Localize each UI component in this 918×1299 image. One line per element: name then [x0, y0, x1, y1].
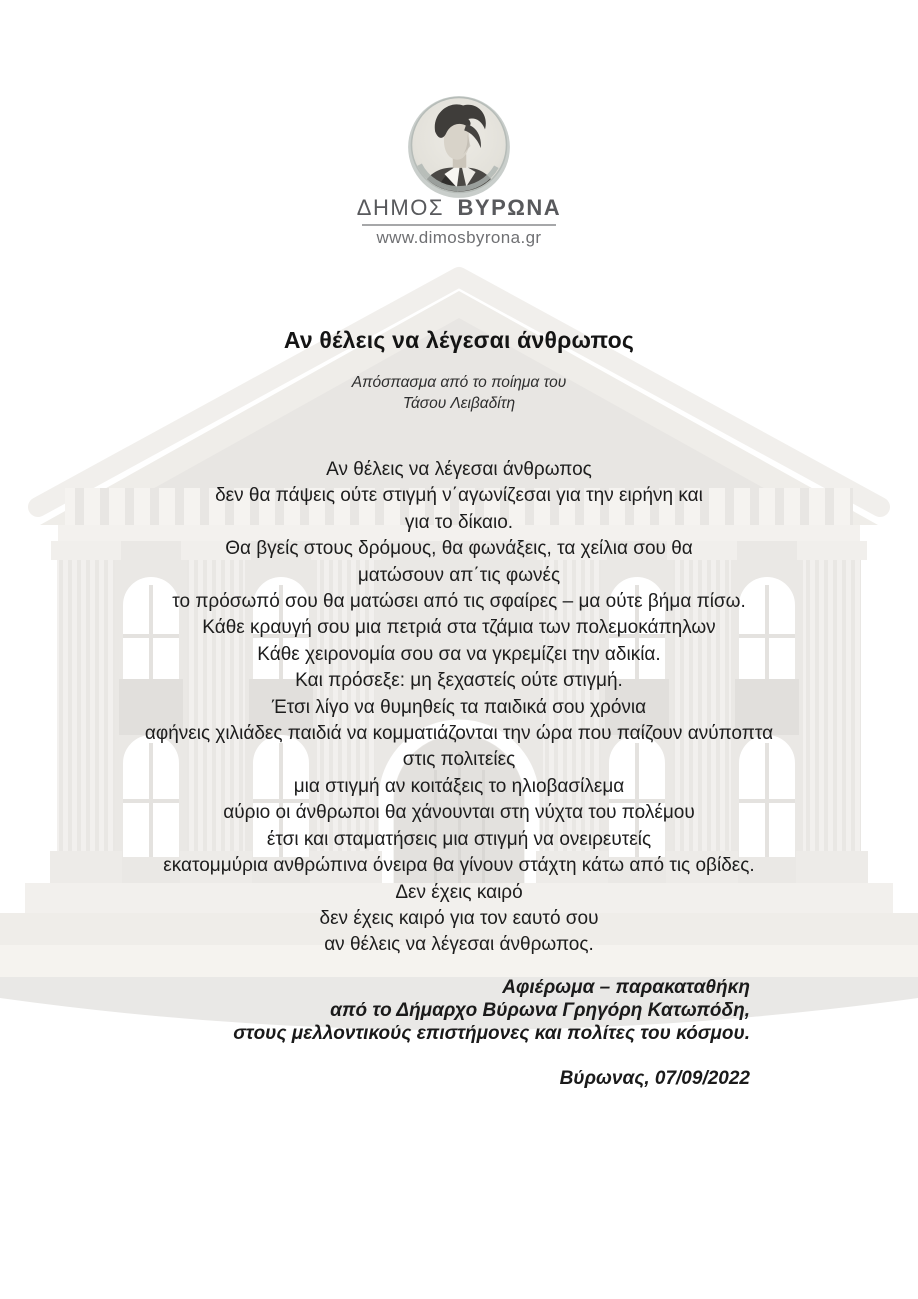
page-title: Αν θέλεις να λέγεσαι άνθρωπος	[283, 327, 635, 353]
attribution-line: Απόσπασμα από το ποίημα του	[351, 374, 567, 391]
poem-line: Θα βγείς στους δρόμους, θα φωνάξεις, τα χείλια σου θα	[225, 538, 693, 560]
poem-line: αφήνεις χιλιάδες παιδιά να κομματιάζονται την ώρα που παίζουν ανύποπτα	[144, 723, 774, 745]
poem-line: στις πολιτείες	[402, 749, 516, 771]
poem-line: Έτσι λίγο να θυμηθείς τα παιδικά σου χρόνια	[271, 696, 647, 718]
dedication-line: στους μελλοντικούς επιστήμονες και πολίτες του κόσμου.	[233, 1023, 750, 1044]
poem-body	[0, 457, 918, 959]
municipality-website: www.dimosbyrona.gr	[376, 228, 542, 247]
poem-line: το πρόσωπό σου θα ματώσει από τις σφαίρες – μα ούτε βήμα πίσω.	[172, 591, 746, 613]
byron-portrait-icon	[405, 92, 513, 200]
poem-line: Και πρόσεξε: μη ξεχαστείς ούτε στιγμή.	[295, 670, 623, 692]
poem-line: Κάθε χειρονομία σου σα να γκρεμίζει την αδικία.	[257, 643, 661, 665]
municipality-logo	[0, 196, 918, 248]
poem-line: αν θέλεις να λέγεσαι άνθρωπος.	[324, 934, 594, 956]
poem-line: Κάθε κραυγή σου μια πετριά στα τζάμια των πολεμοκάπηλων	[202, 617, 716, 639]
municipality-name	[0, 196, 918, 220]
dedication-line: Αφιέρωμα – παρακαταθήκη	[502, 977, 750, 998]
attribution-line: Τάσου Λειβαδίτη	[402, 395, 516, 412]
dedication-block	[110, 976, 750, 1045]
date-line: Βύρωνας, 07/09/2022	[559, 1068, 750, 1089]
poem-attribution	[0, 372, 918, 414]
municipality-name-regular: ΔΗΜΟΣ	[356, 195, 444, 220]
poem-line: έτσι και σταματήσεις μια στιγμή να ονειρευτείς	[266, 828, 652, 850]
poem-line: μια στιγμή αν κοιτάξεις το ηλιοβασίλεμα	[293, 775, 625, 797]
poem-line: αύριο οι άνθρωποι θα χάνουνται στη νύχτα του πολέμου	[223, 802, 695, 824]
poem-line: δεν θα πάψεις ούτε στιγμή ν΄αγωνίζεσαι για την ειρήνη και	[215, 485, 703, 507]
poem-line: δεν έχεις καιρό για τον εαυτό σου	[319, 907, 599, 929]
poem-line: για το δίκαιο.	[404, 511, 514, 533]
poem-line: Αν θέλεις να λέγεσαι άνθρωπος	[326, 459, 592, 480]
dedication-line: από το Δήμαρχο Βύρωνα Γρηγόρη Κατωπόδη,	[330, 1000, 750, 1021]
municipality-name-bold: ΒΥΡΩΝΑ	[457, 195, 562, 220]
logo-divider	[362, 224, 556, 226]
poem-line: Δεν έχεις καιρό	[395, 881, 523, 903]
poem-line: εκατομμύρια ανθρώπινα όνειρα θα γίνουν στάχτη κάτω από τις οβίδες.	[163, 855, 755, 877]
poem-line: ματώσουν απ΄τις φωνές	[357, 564, 561, 586]
